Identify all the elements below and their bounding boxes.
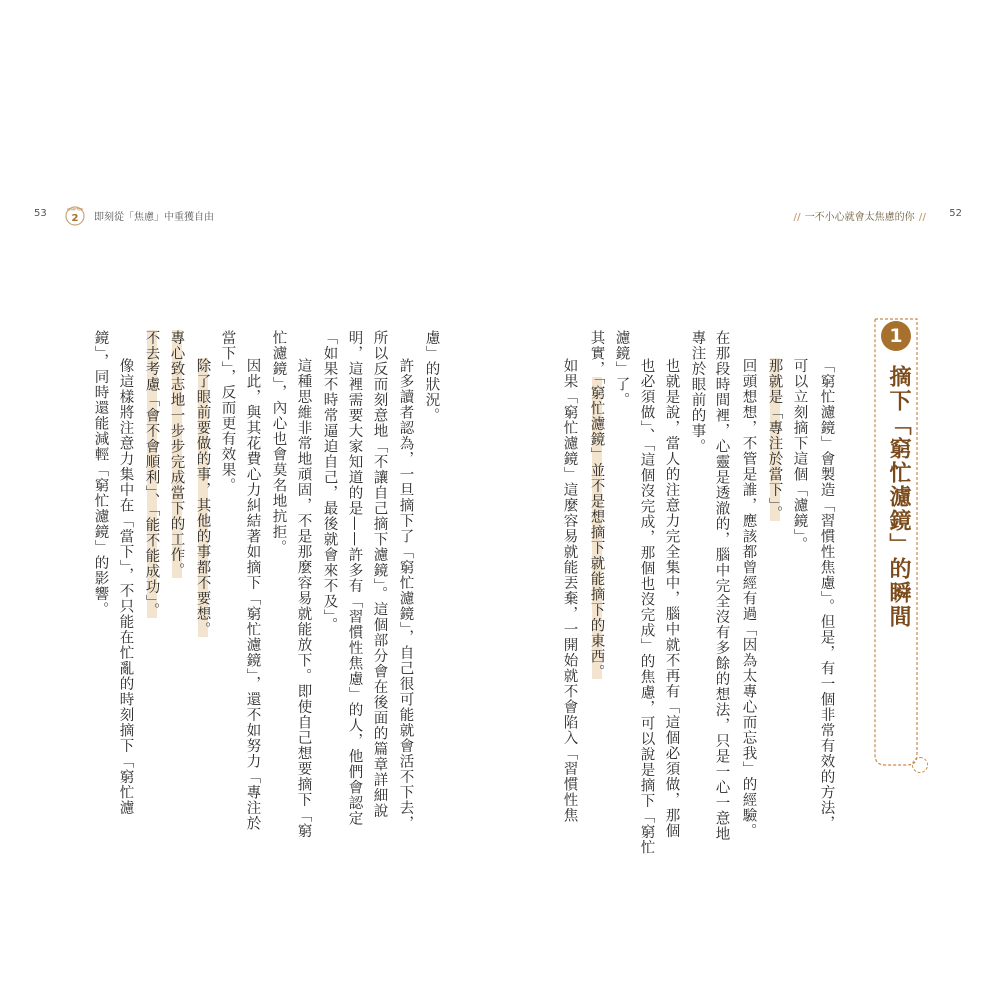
left-text-column [195,358,210,637]
left-text-column [118,358,133,816]
left-text-column [296,358,311,839]
text-segment: 「窮忙濾鏡」會製造「習慣性焦慮」。但是，有一個非常有效的方法， [818,358,835,832]
text-segment: 可以立刻摘下這個「濾鏡」。 [791,358,808,553]
page-number-left: 53 [34,208,47,219]
left-text-column [347,330,362,826]
right-text-column [714,330,729,842]
section-number-badge: 1 [881,321,911,351]
text-segment: 其實， [588,330,605,377]
section-title-box [871,315,921,770]
right-text-column [741,358,756,839]
text-segment: 慮」的狀況。 [423,330,440,423]
text-segment: 明，這裡需要大家知道的是——許多有「習慣性焦慮」的人，他們會認定 [346,330,363,826]
highlighted-text: 不去考慮「會不會順利」、「能不能成功」。 [143,330,160,619]
left-text-column [372,330,387,819]
right-text-column [767,358,782,521]
running-title-right-text: 一不小心就會太焦慮的你 [804,212,915,223]
text-segment: 忙濾鏡」，內心也會莫名地抗拒。 [270,330,287,556]
left-text-column [220,330,235,493]
right-text-column [589,330,604,679]
section-title: 摘下「窮忙濾鏡」的瞬間 [886,365,911,629]
left-text-column [424,330,439,423]
text-segment: 因此，與其花費心力糾結著如摘下「窮忙濾鏡」，還不如努力「專注於 [244,358,261,832]
right-text-column [639,358,654,855]
text-segment: 也必須做」、「這個沒完成，那個也沒完成」的焦慮，可以說是摘下「窮忙 [638,358,655,855]
running-title-left: 即刻從「焦慮」中重獲自由 [94,212,214,223]
left-text-column [245,358,260,831]
left-text-column [169,330,184,578]
text-segment: 在那段時間裡，心靈是透澈的，腦中完全沒有多餘的想法，只是一心一意地 [713,330,730,842]
left-text-column [398,358,413,831]
left-text-column [271,330,286,555]
chapter-badge-number: 2 [71,213,79,224]
highlighted-text: 專心致志地一步步完成當下的工作。 [168,330,185,578]
highlighted-text: 除了眼前要做的事，其他的事都不要想。 [194,358,211,637]
text-segment: 這種思維非常地頑固，不是那麼容易就能放下。即使自己想要摘下「窮 [295,358,312,839]
slash-decoration-icon: // [918,212,926,223]
text-segment: 「如果不時常逼迫自己，最後就會來不及」。 [321,330,338,633]
text-segment: 回頭想想，不管是誰，應該都曾經有過「因為太專心而忘我」的經驗。 [740,358,757,839]
right-text-column [614,330,629,408]
text-segment: 許多讀者認為，一旦摘下了「窮忙濾鏡」，自己很可能就會活不下去， [397,358,414,832]
chapter-badge [64,204,86,226]
text-segment: 也就是說，當人的注意力完全集中，腦中就不再有「這個必須做，那個 [663,358,680,839]
chapter-badge-label: CHAPTER [67,207,83,212]
left-text-column [144,330,159,618]
page-number-right: 52 [949,208,962,219]
text-segment: 當下」，反而更有效果。 [219,330,236,494]
slash-decoration-icon: // [793,212,801,223]
highlighted-text: 那就是「專注於當下」。 [766,358,783,522]
left-text-column [93,330,108,617]
running-title-right [789,208,930,223]
right-text-column [562,358,577,823]
text-segment: 像這樣將注意力集中在「當下」，不只能在忙亂的時刻摘下「窮忙濾 [117,358,134,816]
right-text-column [792,358,807,552]
text-segment: 濾鏡」了。 [613,330,630,408]
dashed-circle-icon [912,757,928,773]
right-text-column [690,330,705,454]
right-text-column [664,358,679,839]
text-segment: 所以反而刻意地「不讓自己摘下濾鏡」。這個部分會在後面的篇章詳細說 [371,330,388,819]
text-segment: 鏡」，同時還能減輕「窮忙濾鏡」的影響。 [92,330,109,618]
right-text-column [819,358,834,831]
left-text-column [322,330,337,633]
highlighted-text: 「窮忙濾鏡」並不是想摘下就能摘下的東西。 [588,376,605,680]
text-segment: 專注於眼前的事。 [689,330,706,454]
text-segment: 如果「窮忙濾鏡」這麼容易就能丟棄，一開始就不會陷入「習慣性焦 [561,358,578,823]
